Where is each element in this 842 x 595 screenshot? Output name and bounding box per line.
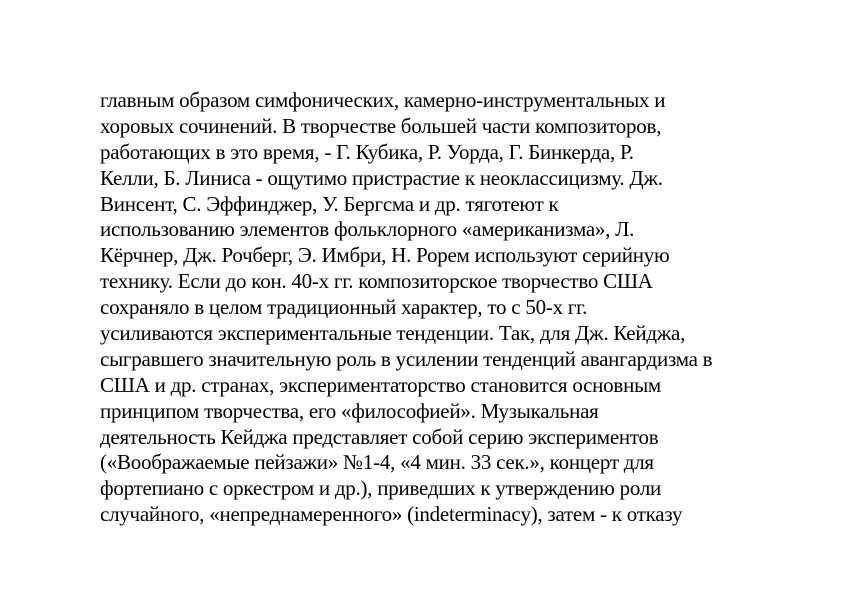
text-line: Винсент, С. Эффинджер, У. Бергсма и др. тяготеют к bbox=[100, 191, 559, 216]
text-line: («Воображаемые пейзажи» №1-4, «4 мин. 33 сек.», концерт для bbox=[100, 450, 654, 475]
text-line: хоровых сочинений. В творчестве большей части композиторов, bbox=[100, 113, 662, 138]
body-text bbox=[100, 88, 740, 528]
text-line: принципом творчества, его «философией». Музыкальная bbox=[100, 398, 599, 423]
text-line: технику. Если до кон. 40-х гг. композиторское творчество США bbox=[100, 269, 653, 294]
text-line: главным образом симфонических, камерно-инструментальных и bbox=[100, 88, 666, 112]
text-line: работающих в это время, - Г. Кубика, Р. Уорда, Г. Бинкерда, Р. bbox=[100, 139, 634, 164]
text-line: сохраняло в целом традиционный характер, то с 50-х гг. bbox=[100, 295, 588, 320]
text-line: сыгравшего значительную роль в усилении тенденций авангардизма в bbox=[100, 346, 713, 371]
text-line: фортепиано с оркестром и др.), приведших к утверждению роли bbox=[100, 476, 662, 501]
text-line: усиливаются экспериментальные тенденции. Так, для Дж. Кейджа, bbox=[100, 321, 686, 346]
text-line: использованию элементов фольклорного «американизма», Л. bbox=[100, 217, 635, 242]
text-line: случайного, «непреднамеренного» (indeterminacy), затем - к отказу bbox=[100, 502, 683, 527]
text-line: деятельность Кейджа представляет собой серию экспериментов bbox=[100, 424, 659, 449]
text-line: США и др. странах, экспериментаторство становится основным bbox=[100, 372, 661, 397]
text-line: Келли, Б. Линиса - ощутимо пристрастие к неоклассицизму. Дж. bbox=[100, 165, 663, 190]
text-line: Кёрчнер, Дж. Рочберг, Э. Имбри, Н. Рорем используют серийную bbox=[100, 243, 670, 268]
